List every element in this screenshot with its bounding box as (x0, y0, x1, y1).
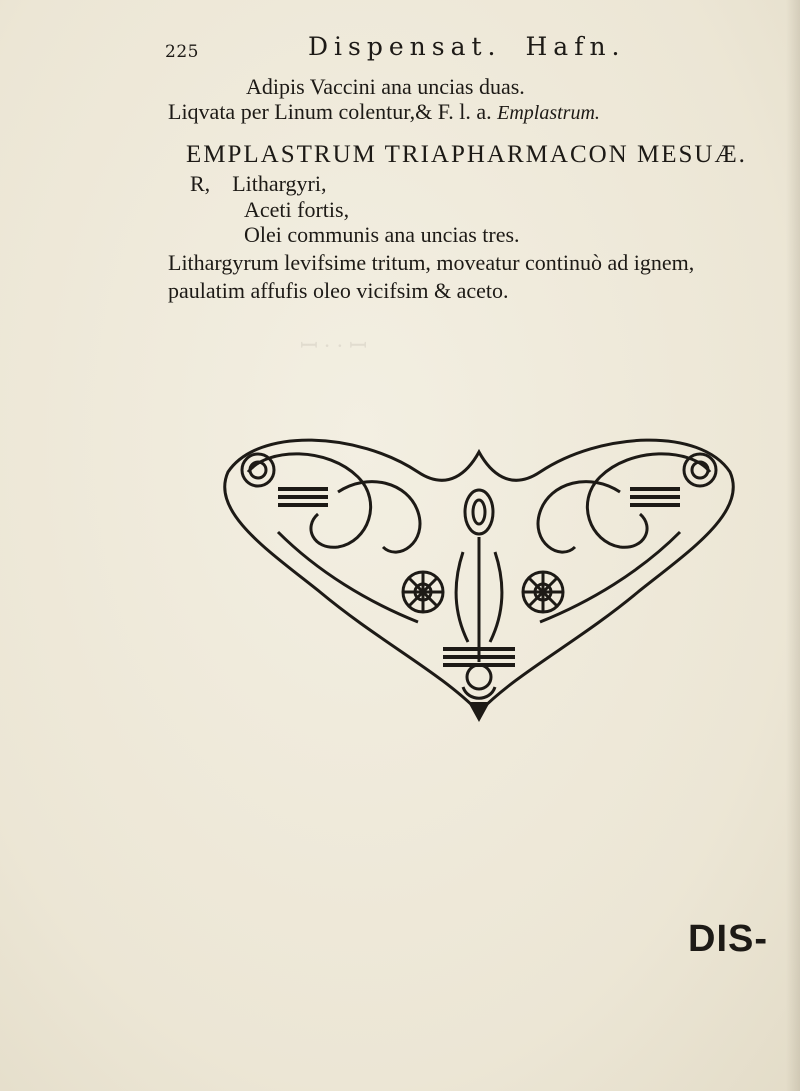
page-edge-shadow (786, 0, 800, 1091)
text-line (168, 99, 600, 125)
page-number: 225 (165, 42, 199, 62)
ornament-icon (218, 432, 740, 722)
catchword: DIS- (688, 918, 768, 960)
text-line-roman: Liqvata per Linum colentur,& F. l. a. (168, 99, 498, 124)
text-line: Adipis Vaccini ana uncias duas. (246, 74, 525, 99)
recipe-symbol: R, (190, 171, 211, 196)
text-line-italic: Emplastrum. (497, 102, 600, 124)
section-title: EMPLASTRUM TRIAPHARMACON MESUÆ. (186, 141, 747, 168)
page-header (0, 30, 800, 70)
text-line: Lithargyrum levifsime tritum, moveatur continuò ad ignem, (168, 250, 695, 275)
ingredient: Aceti fortis, (244, 197, 350, 222)
ingredient: Olei communis ana uncias tres. (244, 222, 520, 247)
running-head-left: Dispensat. (308, 32, 502, 61)
show-through: ꟷ · · ꟷ (300, 333, 367, 358)
running-head (308, 32, 626, 61)
text-line (190, 171, 326, 197)
ingredient: Lithargyri, (232, 171, 327, 196)
text-line: paulatim affufis oleo vicifsim & aceto. (168, 278, 509, 303)
running-head-right: Hafn. (525, 32, 626, 61)
